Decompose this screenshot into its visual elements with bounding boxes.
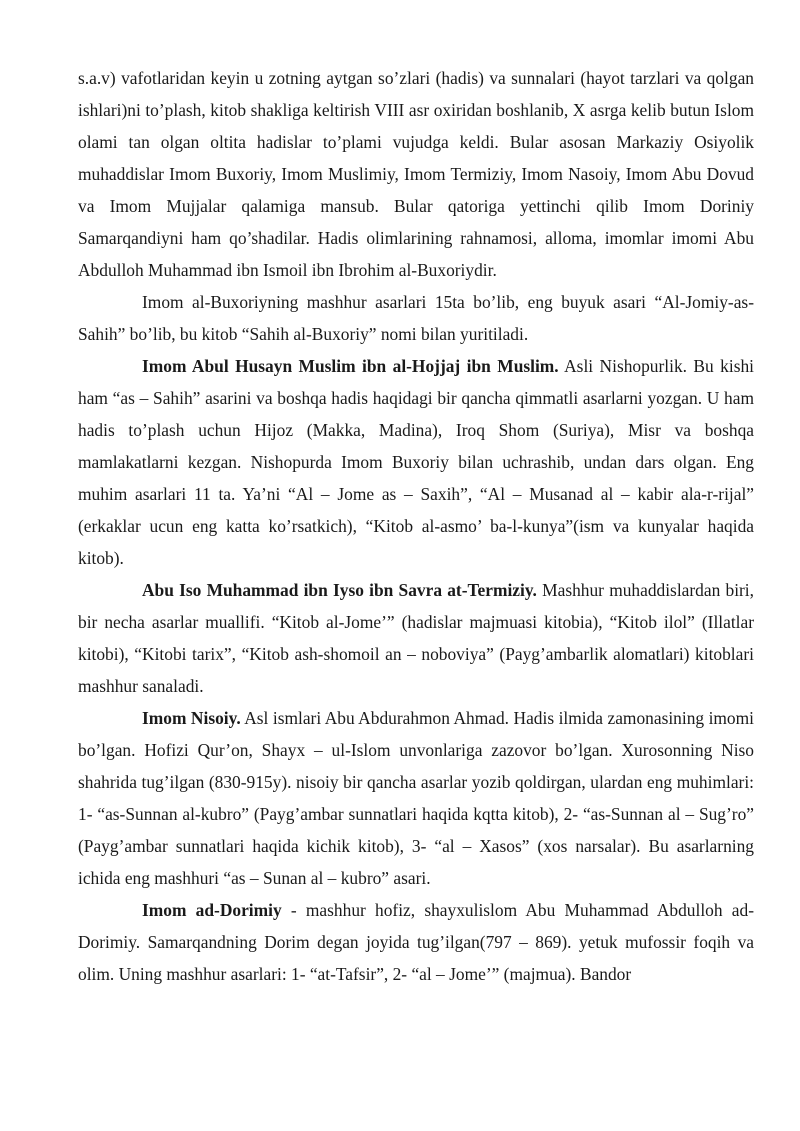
paragraph-text: Asli Nishopurlik. Bu kishi ham “as – Sahih” asarini va boshqa hadis haqidagi bir qancha qimmatli asarlarni yozgan. U ham hadis to’plash uchun Hijoz (Makka, Madina), Iroq Shom (Suriya), Misr va boshqa mamlakatlarni kezgan. Nishopurda Imom Buxoriy bilan uchrashib, undan dars olgan. Eng muhim asarlari 11 ta. Ya’ni “Al – Jome as – Saxih”, “Al – Musanad al – kabir ala-r-rijal” (erkaklar ucun eng katta ko’rsatkich), “Kitob al-asmo’ ba-l-kunya”(ism va kunyalar haqida kitob). xyxy=(78,356,754,568)
paragraph-buxoriy-works xyxy=(78,286,754,350)
document-page xyxy=(78,62,754,990)
paragraph-heading: Imom ad-Dorimiy xyxy=(142,900,282,920)
paragraph-termiziy xyxy=(78,574,754,702)
paragraph-hadith-collections xyxy=(78,62,754,286)
paragraph-text: - mashhur hofiz, shayxulislom Abu Muhammad Abdulloh ad-Dorimiy. Samarqandning Dorim degan joyida tug’ilgan(797 – 869). yetuk mufossir foqih va olim. Uning mashhur asarlari: 1- “at-Tafsir”, 2- “al – Jome’” (majmua). Bandor xyxy=(78,900,754,984)
paragraph-nisoiy xyxy=(78,702,754,894)
paragraph-heading: Imom Abul Husayn Muslim ibn al-Hojjaj ibn Muslim. xyxy=(142,356,559,376)
paragraph-text: s.a.v) vafotlaridan keyin u zotning aytgan so’zlari (hadis) va sunnalari (hayot tarzlari va qolgan ishlari)ni to’plash, kitob shakliga keltirish VIII asr oxiridan boshlanib, X asrga kelib butun Islom olami tan olgan oltita hadislar to’plami vujudga keldi. Bular asosan Markaziy Osiyolik muhaddislar Imom Buxoriy, Imom Muslimiy, Imom Termiziy, Imom Nasoiy, Imom Abu Dovud va Imom Mujjalar qalamiga mansub. Bular qatoriga yettinchi qilib Imom Doriniy Samarqandiyni ham qo’shadilar. Hadis olimlarining rahnamosi, alloma, imomlar imomi Abu Abdulloh Muhammad ibn Ismoil ibn Ibrohim al-Buxoriydir. xyxy=(78,68,754,280)
paragraph-text: Imom al-Buxoriyning mashhur asarlari 15ta bo’lib, eng buyuk asari “Al-Jomiy-as-Sahih” bo’lib, bu kitob “Sahih al-Buxoriy” nomi bilan yuritiladi. xyxy=(78,292,754,344)
paragraph-dorimiy xyxy=(78,894,754,990)
paragraph-heading: Abu Iso Muhammad ibn Iyso ibn Savra at-Termiziy. xyxy=(142,580,537,600)
paragraph-heading: Imom Nisoiy. xyxy=(142,708,241,728)
paragraph-text: Mashhur muhaddislardan biri, bir necha asarlar muallifi. “Kitob al-Jome’” (hadislar majmuasi kitobia), “Kitob ilol” (Illatlar kitobi), “Kitobi tarix”, “Kitob ash-shomoil an – noboviya” (Payg’ambarlik alomatlari) kitoblari mashhur sanaladi. xyxy=(78,580,754,696)
paragraph-imom-muslim xyxy=(78,350,754,574)
paragraph-text: Asl ismlari Abu Abdurahmon Ahmad. Hadis ilmida zamonasining imomi bo’lgan. Hofizi Qur’on, Shayx – ul-Islom unvonlariga zazovor bo’lgan. Xurosonning Niso shahrida tug’ilgan (830-915y). nisoiy bir qancha asarlar yozib qoldirgan, ulardan eng muhimlari: 1- “as-Sunnan al-kubro” (Payg’ambar sunnatlari haqida kqtta kitob), 2- “as-Sunnan al – Sug’ro” (Payg’ambar sunnatlari haqida kichik kitob), 3- “al – Xasos” (xos narsalar). Bu asarlarning ichida eng mashhuri “as – Sunan al – kubro” asari. xyxy=(78,708,754,888)
